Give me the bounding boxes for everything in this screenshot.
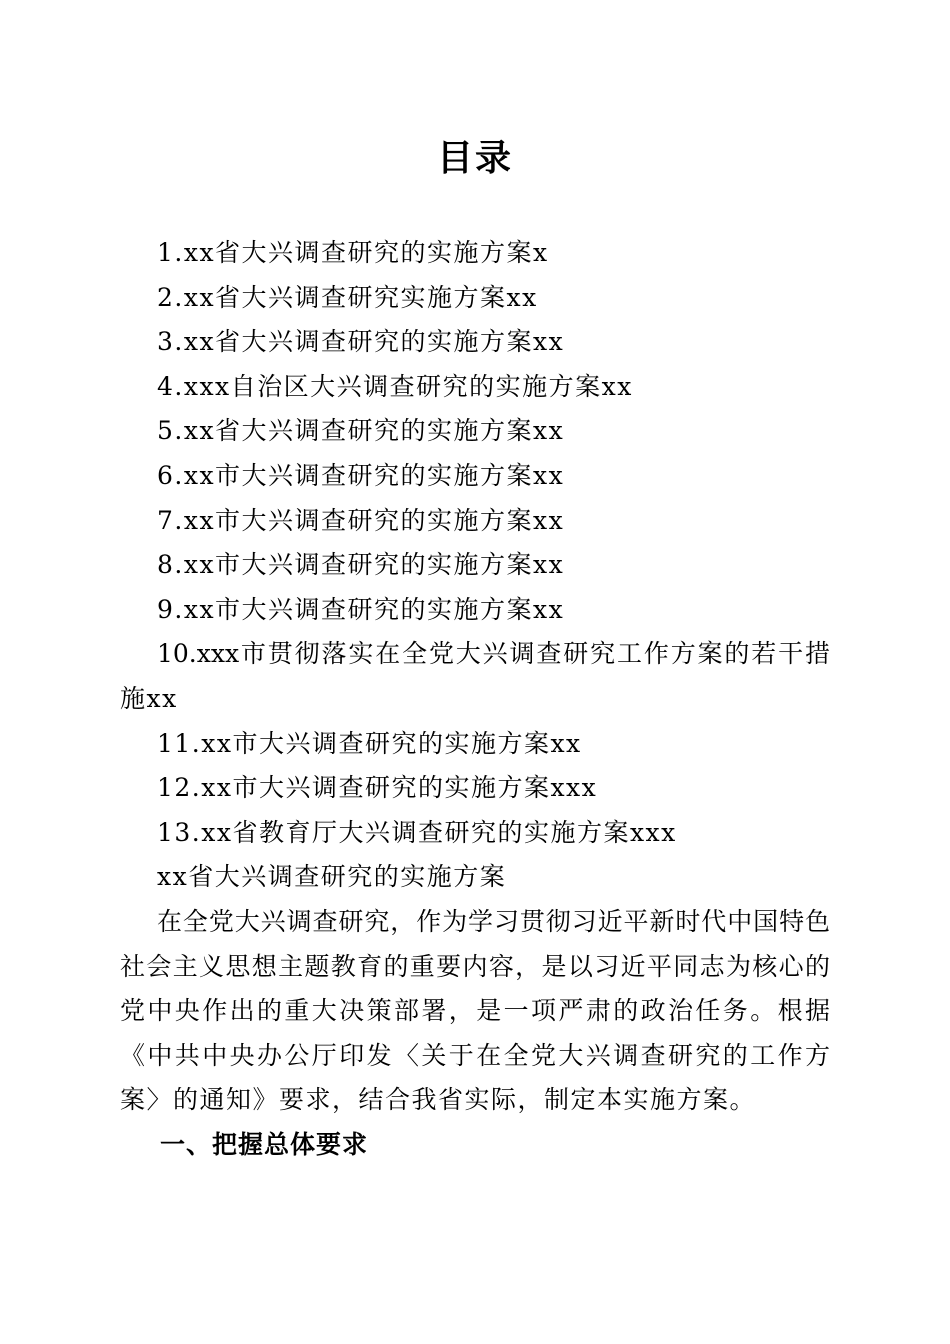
intro-paragraph: [120, 900, 830, 1123]
toc-item-7: 7.xx市大兴调查研究的实施方案xx: [157, 505, 565, 535]
toc-item-1: 1.xx省大兴调查研究的实施方案x: [157, 238, 549, 267]
toc-item-6: 6.xx市大兴调查研究的实施方案xx: [157, 460, 565, 490]
toc-item-5: 5.xx省大兴调查研究的实施方案xx: [157, 416, 565, 446]
toc-item-4: 4.xxx自治区大兴调查研究的实施方案xx: [157, 371, 633, 401]
page-title: 目录: [436, 137, 513, 179]
toc-item-9: 9.xx市大兴调查研究的实施方案xx: [157, 594, 565, 624]
toc-item-11: 11.xx市大兴调查研究的实施方案xx: [157, 728, 582, 758]
document-title: xx省大兴调查研究的实施方案: [157, 862, 507, 892]
toc-item-10-line-1: 10.xxx市贯彻落实在全党大兴调查研究工作方案的若干措: [157, 639, 830, 669]
intro-line-4: 《中共中央办公厅印发〈关于在全党大兴调查研究的工作方: [120, 1040, 830, 1070]
toc-item-10: [120, 632, 830, 721]
intro-line-5: 案〉的通知》要求，结合我省实际，制定本实施方案。: [120, 1085, 757, 1115]
toc-item-3: 3.xx省大兴调查研究的实施方案xx: [157, 327, 565, 357]
table-of-contents: [120, 231, 830, 855]
toc-item-12: 12.xx市大兴调查研究的实施方案xxx: [157, 773, 598, 803]
intro-line-1: 在全党大兴调查研究，作为学习贯彻习近平新时代中国特色: [157, 906, 830, 936]
section-heading: 一、把握总体要求: [160, 1129, 369, 1159]
toc-item-2: 2.xx省大兴调查研究实施方案xx: [157, 282, 538, 312]
document-body: [120, 231, 830, 1167]
toc-item-8: 8.xx市大兴调查研究的实施方案xx: [157, 550, 565, 580]
intro-line-3: 党中央作出的重大决策部署，是一项严肃的政治任务。根据: [120, 996, 830, 1026]
toc-item-13: 13.xx省教育厅大兴调查研究的实施方案xxx: [157, 817, 677, 847]
toc-item-10-line-2: 施xx: [120, 683, 178, 713]
intro-line-2: 社会主义思想主题教育的重要内容，是以习近平同志为核心的: [120, 951, 830, 981]
